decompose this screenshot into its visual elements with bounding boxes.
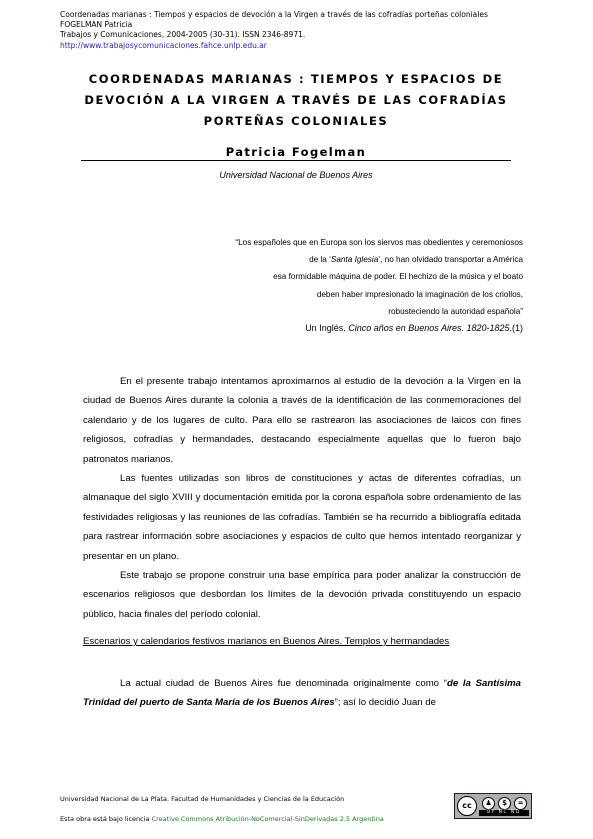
section-body bbox=[83, 674, 521, 713]
title-line: PORTEÑAS COLONIALES bbox=[203, 114, 389, 128]
paragraph: Las fuentes utilizadas son libros de constituciones y actas de diferentes cofradías, un almanaque del siglo XVIII y documentación emitida por la corona española sobre ordenamiento de las festividades religiosas y las reuniones de las cofradías. También se ha recurrido a bibliografía editada para rastrear información sobre asociaciones y espacios de culto que hemos intentado reorganizar y presentar en un plano. bbox=[83, 473, 521, 562]
epigraph-line: robusteciendo la autoridad española” bbox=[388, 306, 523, 316]
header-author: FOGELMAN Patricia bbox=[60, 20, 133, 30]
paragraph: Este trabajo se propone construir una base empírica para poder analizar la construcción de escenarios religiosos que desbordan los límites de la devoción privada constituyendo un espacio público, hacia finales del período colonial. bbox=[83, 570, 521, 620]
epigraph-line: “Los españoles que en Europa son los siervos mas obedientes y ceremoniosos bbox=[235, 238, 523, 247]
author-name: Patricia Fogelman bbox=[225, 145, 367, 159]
by-icon: ♟ bbox=[482, 797, 495, 810]
title-line: DEVOCIÓN A LA VIRGEN A TRAVÉS DE LAS COFRADÍAS bbox=[84, 93, 508, 107]
title-line: COORDENADAS MARIANAS : TIEMPOS Y ESPACIOS DE bbox=[88, 72, 504, 86]
epigraph-emphasis: Santa Iglesia bbox=[330, 255, 379, 265]
epigraph-text: de la ‘ bbox=[309, 255, 331, 265]
license-prefix: Esta obra está bajo licencia bbox=[60, 815, 152, 823]
epigraph bbox=[150, 234, 523, 337]
epigraph-line: deben haber impresionado la imaginación de los criollos, bbox=[316, 289, 523, 299]
license-link[interactable]: Creative Commons Atribución-NoComercial-SinDerivadas 2.5 Argentina bbox=[151, 815, 384, 823]
epigraph-source bbox=[150, 320, 523, 337]
source-title: Cinco años en Buenos Aires. 1820-1825 bbox=[348, 323, 510, 334]
badge-label: BY NC ND bbox=[479, 810, 529, 816]
paragraph-text: ”; así lo decidió Juan de bbox=[334, 697, 436, 709]
epigraph-line: esa formidable máquina de poder. El hechizo de la música y el boato bbox=[273, 272, 523, 282]
header-citation: Trabajos y Comunicaciones, 2004-2005 (30-31). ISSN 2346-8971. bbox=[60, 30, 306, 40]
paragraph: En el presente trabajo intentamos aproximarnos al estudio de la devoción a la Virgen en la ciudad de Buenos Aires durante la colonia a través de la identificación de las conmemoraciones del calendario y de los lugares de culto. Para ello se rastrearon las asociaciones de laicos con fines religiosos, cofradías y hermandades, destacando especialmente aquellas que lo fueron bajo patronatos marianos. bbox=[83, 376, 521, 465]
paragraph-emphasis: de la Santísima Trinidad del puerto de Santa María de los Buenos Aires bbox=[83, 678, 521, 709]
running-header bbox=[60, 10, 488, 51]
epigraph-text: ’, no han olvidado transportar a América bbox=[378, 255, 523, 265]
header-link[interactable]: http://www.trabajosycomunicaciones.fahce.unlp.edu.ar bbox=[60, 40, 267, 50]
intro-body bbox=[83, 372, 521, 624]
paper-title bbox=[60, 69, 532, 132]
author-affiliation: Universidad Nacional de Buenos Aires bbox=[219, 170, 373, 180]
source-footnote-ref: .(1) bbox=[509, 323, 523, 334]
title-rule bbox=[81, 160, 511, 161]
nc-icon: $ bbox=[498, 797, 511, 810]
source-author: Un Inglés. bbox=[305, 323, 349, 334]
section-heading: Escenarios y calendarios festivos marianos en Buenos Aires. Templos y hermandades bbox=[83, 636, 450, 647]
nd-icon: = bbox=[514, 797, 527, 810]
cc-license-badge[interactable] bbox=[454, 793, 532, 819]
paragraph-text: La actual ciudad de Buenos Aires fue denominada originalmente como “ bbox=[120, 678, 447, 689]
header-title: Coordenadas marianas : Tiempos y espacios de devoción a la Virgen a través de las cofradías porteñas coloniales bbox=[60, 10, 488, 19]
cc-logo-icon: cc bbox=[457, 796, 477, 816]
footer-institution: Universidad Nacional de La Plata. Facultad de Humanidades y Ciencias de la Educación bbox=[60, 795, 345, 803]
paragraph bbox=[83, 674, 521, 713]
epigraph-line bbox=[150, 251, 523, 268]
footer-license bbox=[60, 815, 384, 823]
